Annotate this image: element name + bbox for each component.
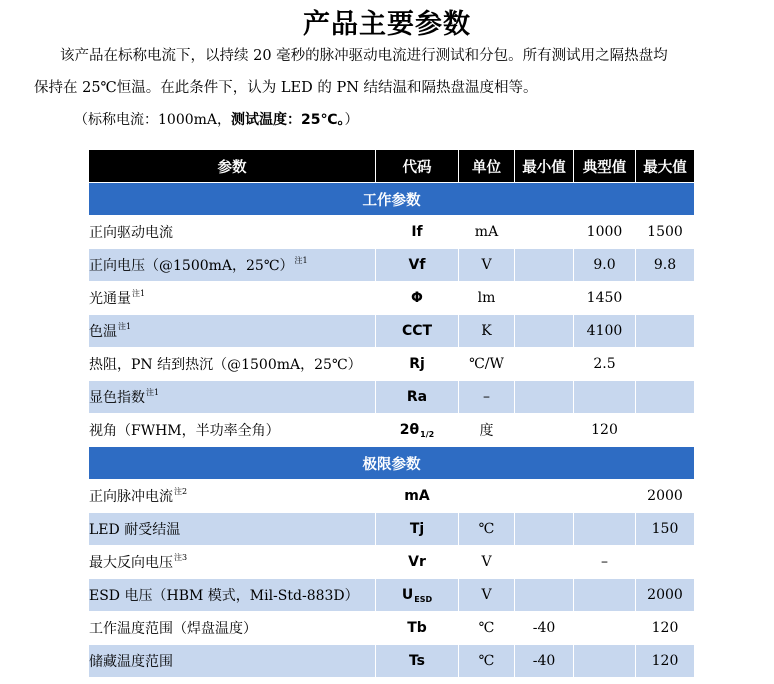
cell-code [376, 216, 459, 249]
header-typ: 典型值 [574, 150, 636, 183]
cell-min [515, 381, 574, 414]
parameter-table [88, 149, 695, 678]
header-max: 最大值 [636, 150, 695, 183]
table-row [89, 645, 695, 678]
cell-param [89, 348, 376, 381]
note-prefix: （标称电流：1000mA， [74, 112, 232, 128]
code-text: Tb [407, 620, 427, 636]
section-row [89, 183, 695, 216]
page-title: 产品主要参数 [303, 9, 471, 40]
code-text: 2θ [399, 421, 420, 438]
max-text: 9.8 [653, 257, 677, 273]
table-row [89, 513, 695, 546]
footnote-marker: 注1 [146, 388, 160, 397]
cell-min [515, 249, 574, 282]
cell-typ [574, 381, 636, 414]
cell-max [636, 315, 695, 348]
unit-text: ℃ [478, 620, 495, 636]
cell-unit [459, 546, 515, 579]
cell-max [636, 645, 695, 678]
code-text: Ra [406, 389, 428, 405]
cell-typ [574, 546, 636, 579]
cell-min [515, 546, 574, 579]
cell-param [89, 612, 376, 645]
table-row [89, 381, 695, 414]
cell-typ [574, 315, 636, 348]
code-text: mA [404, 488, 430, 504]
param-text: LED 耐受结温 [89, 522, 181, 538]
cell-max [636, 249, 695, 282]
cell-min [515, 612, 574, 645]
cell-param [89, 645, 376, 678]
cell-max [636, 513, 695, 546]
cell-unit [459, 579, 515, 612]
cell-param [89, 249, 376, 282]
table-row [89, 282, 695, 315]
cell-min [515, 513, 574, 546]
cell-code [376, 348, 459, 381]
cell-typ [574, 249, 636, 282]
code-text: Vf [408, 257, 426, 273]
cell-code [376, 645, 459, 678]
cell-typ [574, 216, 636, 249]
footnote-marker: 注1 [132, 289, 146, 298]
cell-max [636, 216, 695, 249]
cell-min [515, 480, 574, 513]
unit-text: mA [474, 224, 499, 240]
cell-param [89, 546, 376, 579]
param-text: 正向脉冲电流 [89, 489, 173, 505]
unit-text: ℃/W [469, 356, 504, 372]
param-text: 正向电压（@1500mA，25℃） [89, 258, 294, 274]
header-min: 最小值 [515, 150, 574, 183]
table-row [89, 249, 695, 282]
cell-typ [574, 348, 636, 381]
cell-min [515, 414, 574, 447]
cell-code [376, 480, 459, 513]
table-header-row [89, 150, 695, 183]
section-row [89, 447, 695, 480]
cell-code [376, 414, 459, 447]
cell-unit [459, 645, 515, 678]
cell-max [636, 480, 695, 513]
section-title: 极限参数 [89, 447, 695, 480]
cell-param [89, 513, 376, 546]
table-row [89, 216, 695, 249]
cell-typ [574, 282, 636, 315]
cell-param [89, 315, 376, 348]
cell-max [636, 579, 695, 612]
table-row [89, 315, 695, 348]
cell-param [89, 480, 376, 513]
cell-min [515, 315, 574, 348]
cell-unit [459, 612, 515, 645]
cell-code [376, 579, 459, 612]
code-text: U [401, 586, 414, 603]
header-code: 代码 [376, 150, 459, 183]
unit-text: 度 [479, 423, 494, 439]
cell-code [376, 546, 459, 579]
cell-max [636, 414, 695, 447]
table-body [89, 183, 695, 678]
cell-param [89, 381, 376, 414]
intro-line-1: 该产品在标称电流下，以持续 20 毫秒的脉冲驱动电流进行测试和分包。所有测试用之隔热盘均 [60, 48, 668, 64]
cell-unit [459, 513, 515, 546]
cell-max [636, 612, 695, 645]
cell-code [376, 249, 459, 282]
test-condition-note [74, 109, 358, 129]
cell-min [515, 348, 574, 381]
cell-typ [574, 480, 636, 513]
cell-code [376, 513, 459, 546]
unit-text: K [481, 323, 492, 339]
section-title: 工作参数 [89, 183, 695, 216]
cell-min [515, 216, 574, 249]
unit-text: ℃ [478, 521, 495, 537]
min-text: -40 [532, 653, 556, 669]
footnote-marker: 注1 [294, 256, 308, 265]
cell-typ [574, 645, 636, 678]
code-text: Rj [409, 356, 425, 372]
unit-text: lm [477, 290, 496, 306]
param-text: 显色指数 [89, 390, 145, 406]
cell-code [376, 315, 459, 348]
cell-min [515, 282, 574, 315]
unit-text: V [481, 554, 492, 570]
table-row [89, 348, 695, 381]
cell-unit [459, 315, 515, 348]
code-text: Φ [411, 290, 423, 306]
table-row [89, 546, 695, 579]
param-text: ESD 电压（HBM 模式，Mil-Std-883D） [89, 588, 359, 604]
header-param: 参数 [89, 150, 376, 183]
cell-unit [459, 414, 515, 447]
code-subscript: ESD [414, 594, 433, 604]
cell-unit [459, 216, 515, 249]
cell-code [376, 612, 459, 645]
cell-typ [574, 513, 636, 546]
intro-line-2: 保持在 25℃恒温。在此条件下，认为 LED 的 PN 结结温和隔热盘温度相等。 [34, 80, 538, 96]
cell-param [89, 216, 376, 249]
typ-text: – [601, 554, 608, 570]
note-bold: 测试温度：25℃。 [231, 112, 345, 128]
typ-text: 120 [591, 422, 618, 438]
code-text: Tj [409, 521, 425, 537]
typ-text: 1000 [586, 224, 623, 240]
cell-param [89, 414, 376, 447]
cell-max [636, 546, 695, 579]
cell-unit [459, 480, 515, 513]
param-text: 色温 [89, 324, 117, 340]
footnote-marker: 注1 [118, 322, 132, 331]
cell-typ [574, 612, 636, 645]
unit-text: – [483, 389, 490, 405]
param-text: 正向驱动电流 [89, 225, 173, 241]
cell-max [636, 348, 695, 381]
cell-unit [459, 249, 515, 282]
code-text: Ts [408, 653, 426, 669]
table-row [89, 612, 695, 645]
cell-param [89, 579, 376, 612]
param-text: 储藏温度范围 [89, 654, 173, 670]
unit-text: ℃ [478, 653, 495, 669]
cell-unit [459, 381, 515, 414]
footnote-marker: 注3 [174, 553, 188, 562]
cell-unit [459, 282, 515, 315]
typ-text: 1450 [586, 290, 623, 306]
cell-typ [574, 414, 636, 447]
cell-typ [574, 579, 636, 612]
table-row [89, 480, 695, 513]
cell-code [376, 282, 459, 315]
typ-text: 2.5 [593, 356, 616, 372]
max-text: 120 [651, 653, 679, 669]
code-text: Vr [408, 554, 426, 570]
cell-code [376, 381, 459, 414]
table-row [89, 579, 695, 612]
cell-max [636, 282, 695, 315]
max-text: 120 [651, 620, 679, 636]
code-text: If [411, 224, 423, 240]
param-text: 最大反向电压 [89, 555, 173, 571]
max-text: 150 [651, 521, 679, 537]
typ-text: 9.0 [593, 257, 616, 273]
unit-text: V [481, 257, 492, 273]
cell-min [515, 645, 574, 678]
max-text: 1500 [647, 224, 683, 240]
min-text: -40 [532, 620, 556, 636]
max-text: 2000 [647, 488, 683, 504]
param-text: 视角（FWHM，半功率全角） [89, 423, 280, 439]
cell-min [515, 579, 574, 612]
table-row [89, 414, 695, 447]
unit-text: V [481, 587, 492, 603]
max-text: 2000 [647, 587, 683, 603]
cell-unit [459, 348, 515, 381]
param-text: 工作温度范围（焊盘温度） [89, 621, 257, 637]
header-unit: 单位 [459, 150, 515, 183]
code-subscript: 1/2 [420, 429, 435, 439]
footnote-marker: 注2 [174, 487, 188, 496]
param-text: 热阻，PN 结到热沉（@1500mA，25℃） [89, 357, 362, 373]
param-text: 光通量 [89, 291, 131, 307]
cell-max [636, 381, 695, 414]
cell-param [89, 282, 376, 315]
code-text: CCT [401, 323, 433, 339]
note-suffix: ） [344, 112, 359, 128]
typ-text: 4100 [586, 323, 623, 339]
